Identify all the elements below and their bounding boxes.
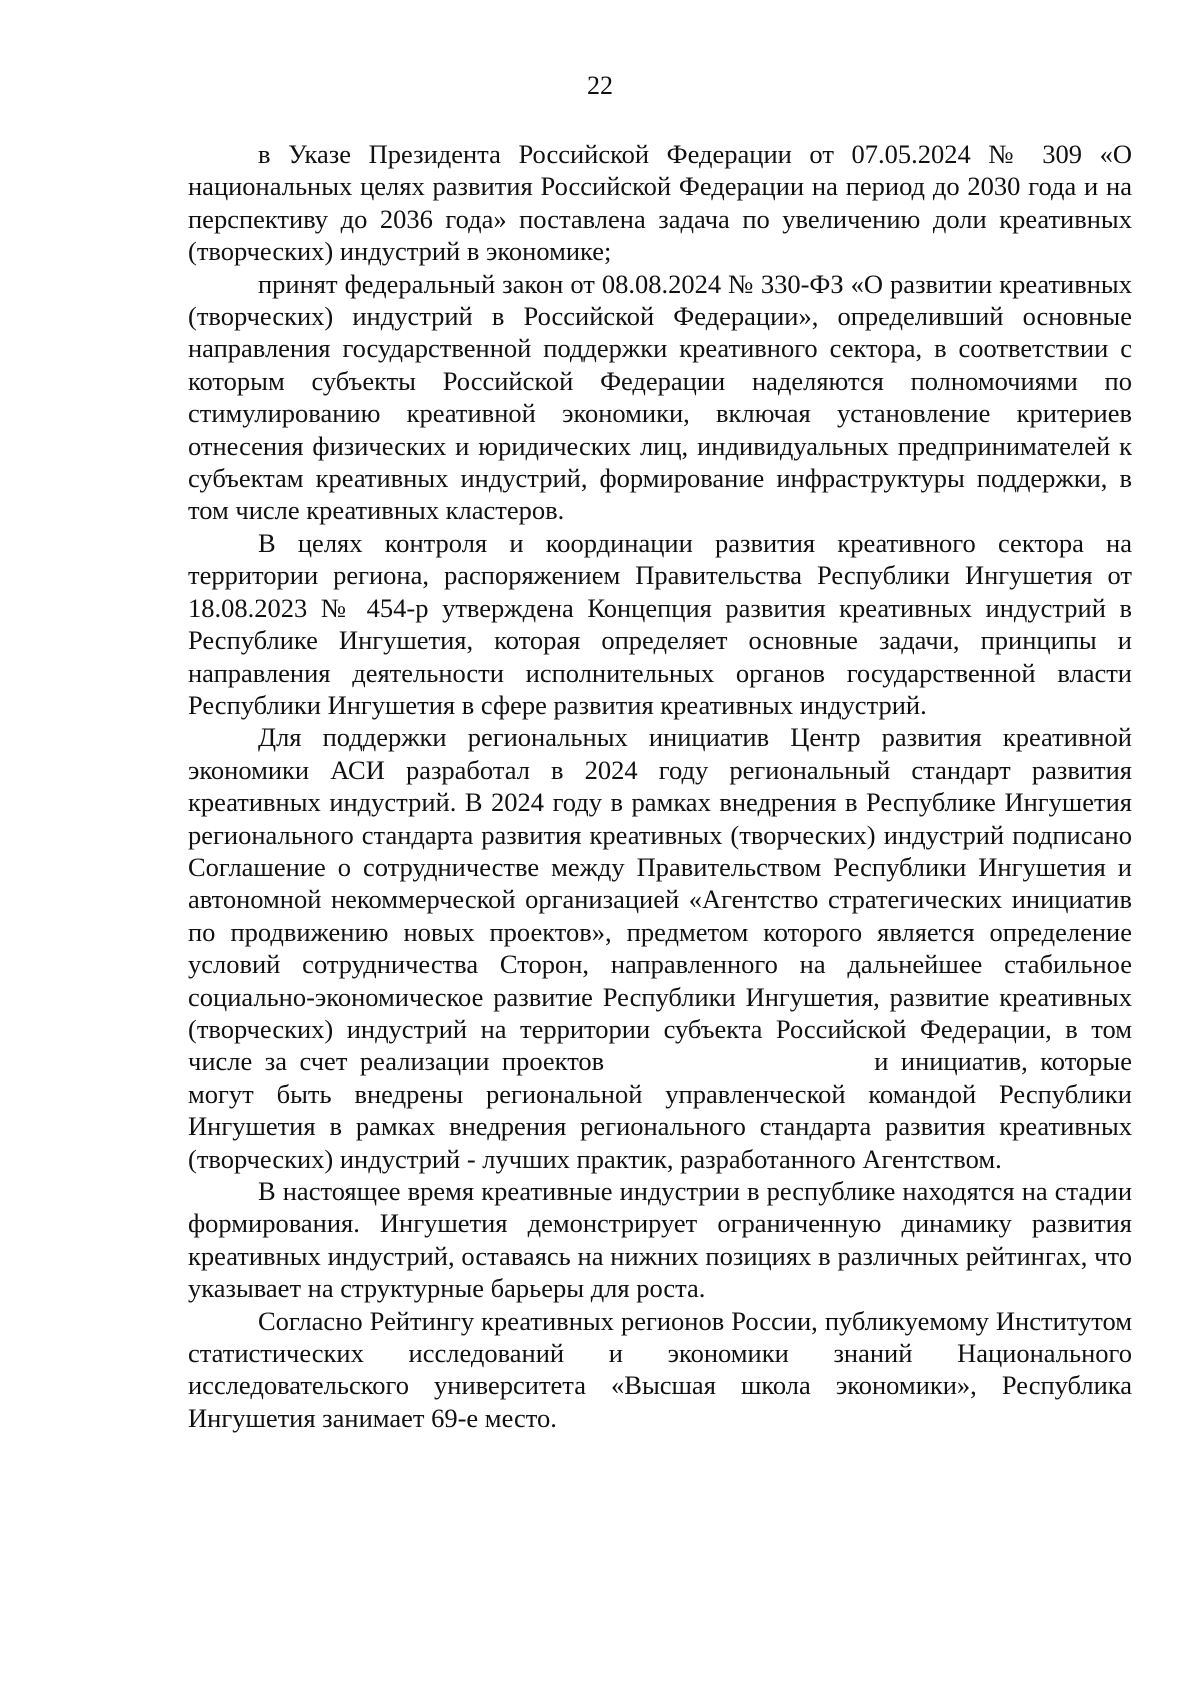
- paragraph-regional-standard-part-2: и инициатив, которые могут быть внедрены региональной управленческой командой Республики Ингушетия в рамках внедрения регионального стандарта развития креативных (творческих) индустрий - лучших практик, разработанного Агентством.: [188, 1046, 1133, 1174]
- paragraph-regional-standard: [188, 721, 1132, 1175]
- paragraph-regional-standard-part-1: Для поддержки региональных инициатив Центр развития креативной экономики АСИ разработал в 2024 году региональный стандарт развития креативных индустрий. В 2024 году в рамках внедрения в Республике Ингушетия регионального стандарта развития креативных (творческих) индустрий подписано Соглашение о сотрудничестве между Правительством Республики Ингушетия и автономной некоммерческой организацией «Агентство стратегических инициатив по продвижению новых проектов», предметом которого является определение условий сотрудничества Сторон, направленного на дальнейшее стабильное социально-экономическое развитие Республики Ингушетия, развитие креативных (творческих) индустрий на территории субъекта Российской Федерации, в том числе за счет реализации проектов: [188, 722, 1132, 1077]
- page-number: 22: [587, 71, 613, 100]
- paragraph-regional-concept: В целях контроля и координации развития креативного сектора на территории региона, распоряжением Правительства Республики Ингушетия от 18.08.2023 № 454-р утверждена Концепция развития креативных индустрий в Республике Ингушетия, которая определяет основные задачи, принципы и направления деятельности исполнительных органов государственной власти Республики Ингушетия в сфере развития креативных индустрий.: [188, 527, 1132, 720]
- paragraph-current-state: В настоящее время креативные индустрии в республике находятся на стадии формирования. Ингушетия демонстрирует ограниченную динамику развития креативных индустрий, оставаясь на нижних позициях в различных рейтингах, что указывает на структурные барьеры для роста.: [188, 1176, 1132, 1304]
- paragraph-rating: Согласно Рейтингу креативных регионов России, публикуемому Институтом статистических исследований и экономики знаний Национального исследовательского университета «Высшая школа экономики», Республика Ингушетия занимает 69-е место.: [188, 1305, 1132, 1433]
- paragraph-presidential-decree: в Указе Президента Российской Федерации от 07.05.2024 № 309 «О национальных целях развития Российской Федерации на период до 2030 года и на перспективу до 2036 года» поставлена задача по увеличению доли креативных (творческих) индустрий в экономике;: [188, 139, 1132, 267]
- document-body: [188, 138, 1132, 1434]
- paragraph-federal-law: принят федеральный закон от 08.08.2024 № 330-ФЗ «О развитии креативных (творческих) индустрий в Российской Федерации», определивший основные направления государственной поддержки креативного сектора, в соответствии с которым субъекты Российской Федерации наделяются полномочиями по стимулированию креативной экономики, включая установление критериев отнесения физических и юридических лиц, индивидуальных предпринимателей к субъектам креативных индустрий, формирование инфраструктуры поддержки, в том числе креативных кластеров.: [188, 268, 1132, 526]
